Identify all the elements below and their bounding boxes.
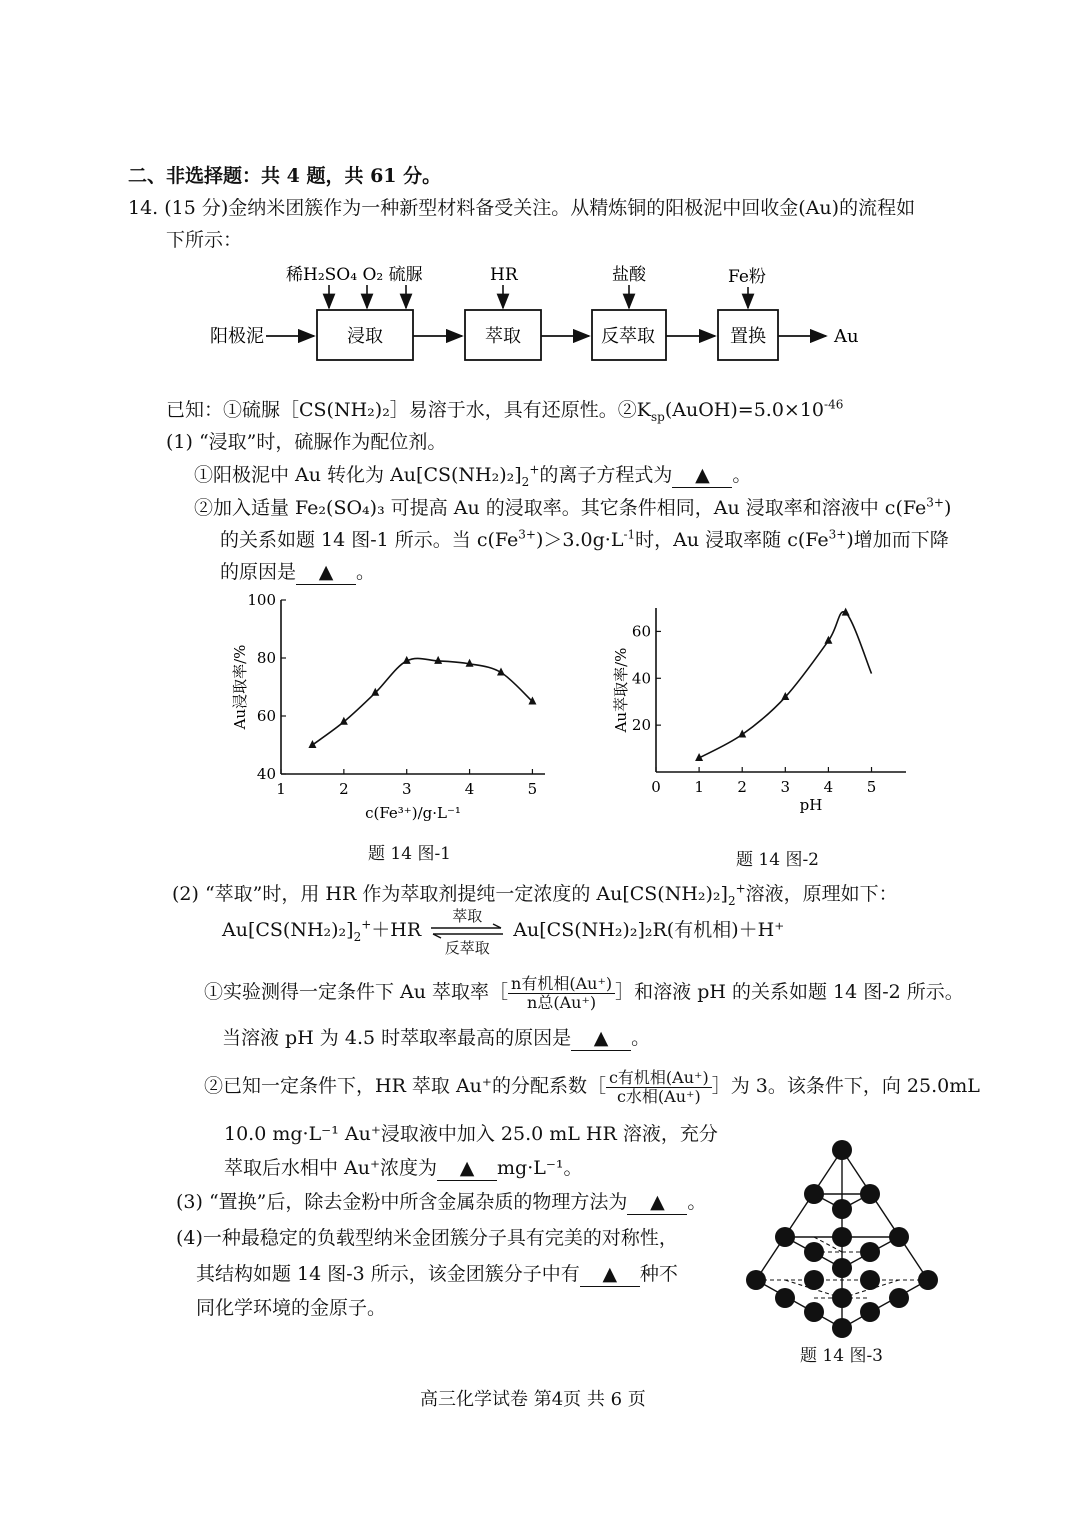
flow-step-backextract: 反萃取 — [601, 326, 655, 347]
answer-blank-1-1[interactable]: ▲ — [672, 463, 732, 488]
x-axis-label: pH — [799, 796, 823, 814]
y-tick-label: 80 — [256, 649, 276, 667]
flow-input-backextract: 盐酸 — [612, 265, 646, 285]
fig3-caption: 题 14 图-3 — [800, 1346, 883, 1366]
chart-fig14-2 — [610, 600, 910, 820]
x-tick-label: 3 — [401, 780, 412, 798]
part3: (3) “置换”后，除去金粉中所含金属杂质的物理方法为 ▲ 。 — [176, 1191, 707, 1213]
data-point — [308, 740, 316, 748]
part1-q2-line3: 的原因是 ▲ 。 — [220, 561, 376, 583]
y-tick-label: 60 — [256, 707, 276, 725]
flow-input-replace: Fe粉 — [728, 267, 766, 287]
q14-stem-line1: 14. (15 分)金纳米团簇作为一种新型材料备受关注。从精炼铜的阳极泥中回收金(Au)的流程如 — [128, 197, 916, 219]
gold-cluster-figure — [742, 1132, 942, 1342]
flow-step-leach: 浸取 — [347, 326, 383, 347]
y-tick-label: 40 — [631, 669, 651, 688]
part2-title: (2) “萃取”时，用 HR 作为萃取剂提纯一定浓度的 $Au[CS(NH_2)_2]_2^+$溶液，原理如下： — [172, 881, 898, 908]
part4-line3: 同化学环境的金原子。 — [196, 1297, 387, 1319]
flow-step-extract: 萃取 — [485, 326, 521, 347]
flow-end: Au — [834, 326, 859, 347]
eq-backward-label: 反萃取 — [444, 939, 490, 957]
x-tick-label: 5 — [866, 778, 877, 796]
answer-blank-1-2[interactable]: ▲ — [296, 560, 356, 585]
y-tick-label: 20 — [631, 716, 651, 735]
series-line — [699, 612, 871, 758]
answer-blank-2-1[interactable]: ▲ — [571, 1026, 631, 1051]
page-footer: 高三化学试卷 第4页 共 6 页 — [420, 1389, 646, 1410]
x-tick-label: 3 — [780, 778, 791, 796]
x-tick-label: 2 — [737, 778, 747, 796]
y-axis-label: Au浸取率/% — [231, 644, 249, 730]
part1-q2-line1: ②加入适量 Fe₂(SO₄)₃ 可提高 Au 的浸取率。其它条件相同，Au 浸取率和溶液中 $c(Fe^{3+})$ — [194, 495, 952, 519]
flowchart — [200, 258, 900, 370]
y-tick-label: 100 — [247, 591, 276, 609]
fig2-caption: 题 14 图-2 — [736, 850, 819, 870]
y-tick-label: 40 — [256, 765, 276, 783]
part1-q2-line2: 的关系如题 14 图-1 所示。当 $c(Fe^{3+})>3.0g\cdot L^{-1}$时，Au 浸取率随 $c(Fe^{3+})$增加而下降 — [220, 527, 949, 551]
x-tick-label: 0 — [651, 778, 661, 796]
q14-stem-line2: 下所示： — [166, 229, 243, 251]
part2-q2-line2: 10.0 mg·L⁻¹ Au⁺浸取液中加入 25.0 mL HR 溶液，充分 — [224, 1123, 718, 1145]
x-tick-label: 4 — [823, 778, 834, 796]
data-point — [738, 730, 746, 738]
eq-forward-label: 萃取 — [452, 907, 483, 925]
flow-start: 阳极泥 — [210, 326, 264, 347]
x-tick-label: 2 — [339, 780, 349, 798]
y-axis-label: Au萃取率/% — [612, 647, 630, 733]
part2-q2-line3: 萃取后水相中 Au⁺浓度为 ▲ mg·L⁻¹。 — [224, 1157, 583, 1179]
fig1-caption: 题 14 图-1 — [368, 844, 451, 864]
y-tick-label: 60 — [631, 622, 651, 641]
part2-q1-line1: ①实验测得一定条件下 Au 萃取率［ $\frac{\text{n有机相(Au⁺)}}{\text{n总(Au⁺)}}$ ］和溶液 pH 的关系如题 14 图-2 所示。 — [204, 973, 964, 1012]
flow-input-extract: HR — [490, 265, 518, 285]
data-point — [340, 717, 348, 725]
flow-step-replace: 置换 — [730, 326, 766, 347]
x-tick-label: 1 — [694, 778, 704, 796]
distribution-coefficient-fraction: $\frac{\text{c有机相(Au⁺)}}{\text{c水相(Au⁺)}}$ — [606, 1069, 712, 1106]
chart-fig14-1 — [225, 588, 538, 830]
part4-line1: (4)一种最稳定的负载型纳米金团簇分子具有完美的对称性， — [176, 1227, 678, 1249]
x-tick-label: 4 — [464, 780, 475, 798]
x-tick-label: 5 — [527, 780, 538, 798]
part4-line2: 其结构如题 14 图-3 所示，该金团簇分子中有 ▲ 种不 — [196, 1263, 678, 1285]
part2-q2-line1: ②已知一定条件下，HR 萃取 Au⁺的分配系数［ $\frac{\text{c有机相(Au⁺)}}{\text{c水相(Au⁺)}}$ ］为 3。该条件下，向 25.0mL — [204, 1067, 980, 1106]
flow-input-leach: 稀H₂SO₄ O₂ 硫脲 — [286, 265, 423, 285]
x-tick-label: 1 — [276, 780, 286, 798]
part1-q1: ①阳极泥中 Au 转化为 $Au[CS(NH_2)_2]_2^+$的离子方程式为 ▲ 。 — [194, 462, 752, 489]
part2-q1-line2: 当溶液 pH 为 4.5 时萃取率最高的原因是 ▲ 。 — [222, 1027, 651, 1049]
extraction-rate-fraction: $\frac{\text{n有机相(Au⁺)}}{\text{n总(Au⁺)}}$ — [508, 975, 615, 1012]
answer-blank-3[interactable]: ▲ — [627, 1190, 687, 1215]
answer-blank-4[interactable]: ▲ — [580, 1262, 640, 1287]
extraction-equation: $Au[CS(NH_2)_2]_2^++HR$ 萃取 反萃取 Au[CS(NH₂)₂]₂R(有机相)＋H⁺ — [222, 916, 784, 956]
x-axis-label: c(Fe³⁺)/g·L⁻¹ — [365, 804, 461, 822]
part1-title: (1) “浸取”时，硫脲作为配位剂。 — [166, 431, 447, 453]
section-heading: 二、非选择题：共 4 题，共 61 分。 — [128, 165, 442, 187]
answer-blank-2-2[interactable]: ▲ — [437, 1156, 497, 1181]
known-info: 已知：①硫脲［CS(NH₂)₂］易溶于水，具有还原性。$②K_{sp}(AuOH)=5.0\times 10^{-46}$ — [166, 397, 844, 424]
